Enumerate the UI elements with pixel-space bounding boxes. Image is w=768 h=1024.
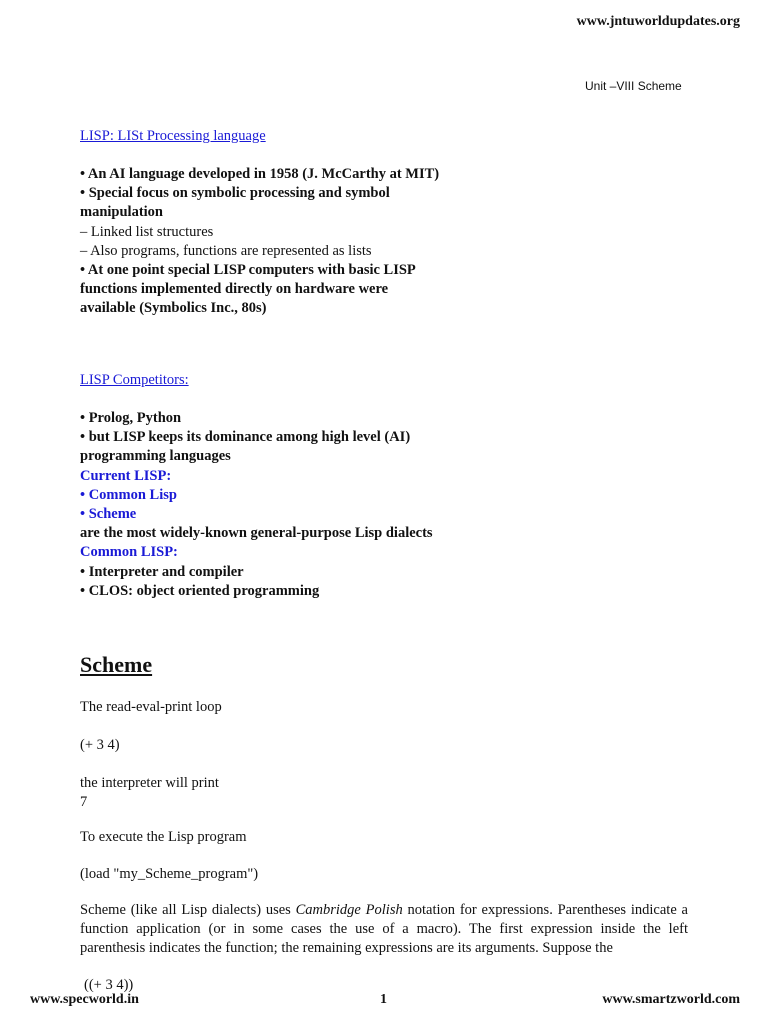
competitor-item-2: • but LISP keeps its dominance among high level (AI)	[80, 429, 411, 446]
footer-right-link[interactable]: www.smartzworld.com	[602, 992, 740, 1007]
competitor-item-2-cont: programming languages	[80, 448, 231, 465]
expression-1: (+ 3 4)	[80, 737, 120, 753]
expression-2: ((+ 3 4))	[84, 977, 134, 993]
lisp-dash-2: – Also programs, functions are represented as lists	[80, 242, 372, 259]
result-text: 7	[80, 794, 88, 810]
header-site-url[interactable]: www.jntuworldupdates.org	[576, 14, 740, 29]
lisp-heading-link[interactable]: LISP: LISt Processing language	[80, 128, 266, 144]
lisp-bullet-1: • An AI language developed in 1958 (J. McCarthy at MIT)	[80, 166, 440, 182]
lisp-bullet-3: • At one point special LISP computers with basic LISP	[80, 262, 416, 279]
lisp-bullet-3-cont2: available (Symbolics Inc., 80s)	[80, 300, 267, 317]
execute-text: To execute the Lisp program	[80, 829, 247, 845]
dialects-text: are the most widely-known general-purpose Lisp dialects	[80, 525, 433, 542]
common-lisp-heading: Common LISP:	[80, 544, 178, 561]
footer-left-link[interactable]: www.specworld.in	[30, 992, 139, 1007]
lisp-bullet-3-cont: functions implemented directly on hardware were	[80, 281, 389, 298]
common-lisp-item-2: • CLOS: object oriented programming	[80, 582, 320, 599]
common-lisp-item-1: • Interpreter and compiler	[80, 563, 244, 580]
current-lisp-item-1: • Common Lisp	[80, 486, 177, 503]
repl-text: The read-eval-print loop	[80, 699, 222, 715]
lisp-bullet-2: • Special focus on symbolic processing and symbol	[80, 185, 390, 202]
lisp-dash-1: – Linked list structures	[80, 223, 214, 240]
interpreter-text: the interpreter will print	[80, 775, 219, 791]
scheme-title: Scheme	[80, 652, 153, 677]
competitor-item-1: • Prolog, Python	[80, 410, 182, 426]
lisp-bullet-2-cont: manipulation	[80, 204, 163, 221]
page-number: 1	[380, 992, 387, 1007]
paragraph-part-1: Scheme (like all Lisp dialects) uses	[80, 902, 296, 918]
competitors-list	[80, 409, 433, 601]
paragraph-emphasis: Cambridge Polish	[295, 902, 403, 918]
paragraph-part-2: notation for expressions. Parentheses indicate a function application (or in some cases the use of a macro). The first expression inside the left parenthesis indicates the function; the remaining expressions are its arguments. Suppose the	[80, 902, 688, 957]
scheme-paragraph	[80, 901, 688, 959]
load-expression: (load "my_Scheme_program")	[80, 866, 259, 882]
competitors-heading-link[interactable]: LISP Competitors:	[80, 372, 189, 388]
unit-label: Unit –VIII Scheme	[585, 79, 682, 93]
current-lisp-item-2: • Scheme	[80, 506, 137, 523]
current-lisp-heading: Current LISP:	[80, 467, 172, 484]
lisp-bullets	[80, 165, 439, 319]
